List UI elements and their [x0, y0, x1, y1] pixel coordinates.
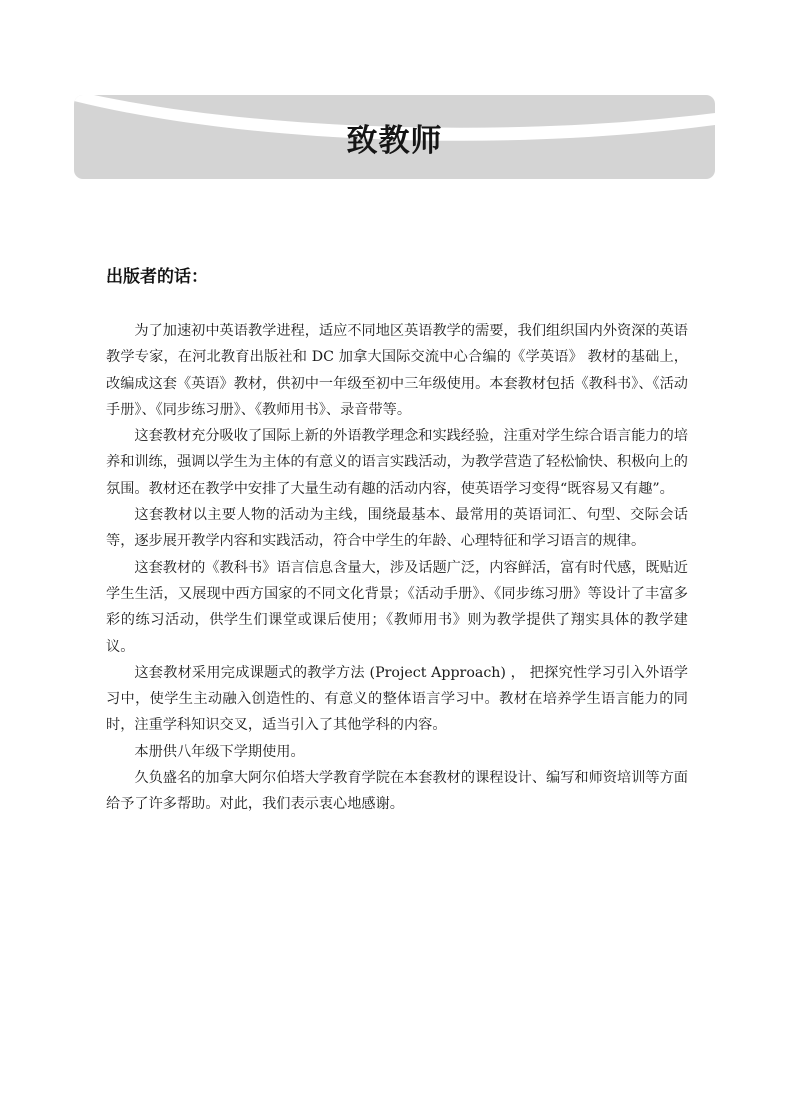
paragraph: 为了加速初中英语教学进程，适应不同地区英语教学的需要，我们组织国内外资深的英语教学专家，在河北教育出版社和 DC 加拿大国际交流中心合编的《学英语》 教材的基础上，改编成这套《英语》教材，供初中一年级至初中三年级使用。本套教材包括《教科书》、《活动手册》、《同步练习册》、《教师用书》、录音带等。	[106, 323, 688, 418]
paragraph: 这套教材以主要人物的活动为主线，围绕最基本、最常用的英语词汇、句型、交际会话等，逐步展开教学内容和实践活动，符合中学生的年龄、心理特征和学习语言的规律。	[106, 507, 688, 550]
paragraph: 这套教材采用完成课题式的教学方法 (Project Approach) ， 把探究性学习引入外语学习中，使学生主动融入创造性的、有意义的整体语言学习中。教材在培养学生语言能力的同时，注重学科知识交叉，适当引入了其他学科的内容。	[106, 664, 688, 734]
page-title: 致教师	[346, 123, 443, 159]
paragraph: 这套教材充分吸收了国际上新的外语教学理念和实践经验，注重对学生综合语言能力的培养和训练，强调以学生为主体的有意义的语言实践活动，为教学营造了轻松愉快、积极向上的氛围。教材还在教学中安排了大量生动有趣的活动内容，使英语学习变得“既容易又有趣”。	[106, 428, 688, 497]
title-banner	[74, 95, 715, 179]
section-heading: 出版者的话：	[106, 267, 208, 287]
paragraph: 这套教材的《教科书》语言信息含量大，涉及话题广泛，内容鲜活，富有时代感，既贴近学生生活，又展现中西方国家的不同文化背景；《活动手册》、《同步练习册》等设计了丰富多彩的练习活动，供学生们课堂或课后使用；《教师用书》则为教学提供了翔实具体的教学建议。	[106, 559, 688, 655]
paragraph: 本册供八年级下学期使用。	[134, 743, 305, 760]
paragraph: 久负盛名的加拿大阿尔伯塔大学教育学院在本套教材的课程设计、编写和师资培训等方面给予了许多帮助。对此，我们表示衷心地感谢。	[106, 770, 688, 813]
body-text	[106, 318, 688, 818]
